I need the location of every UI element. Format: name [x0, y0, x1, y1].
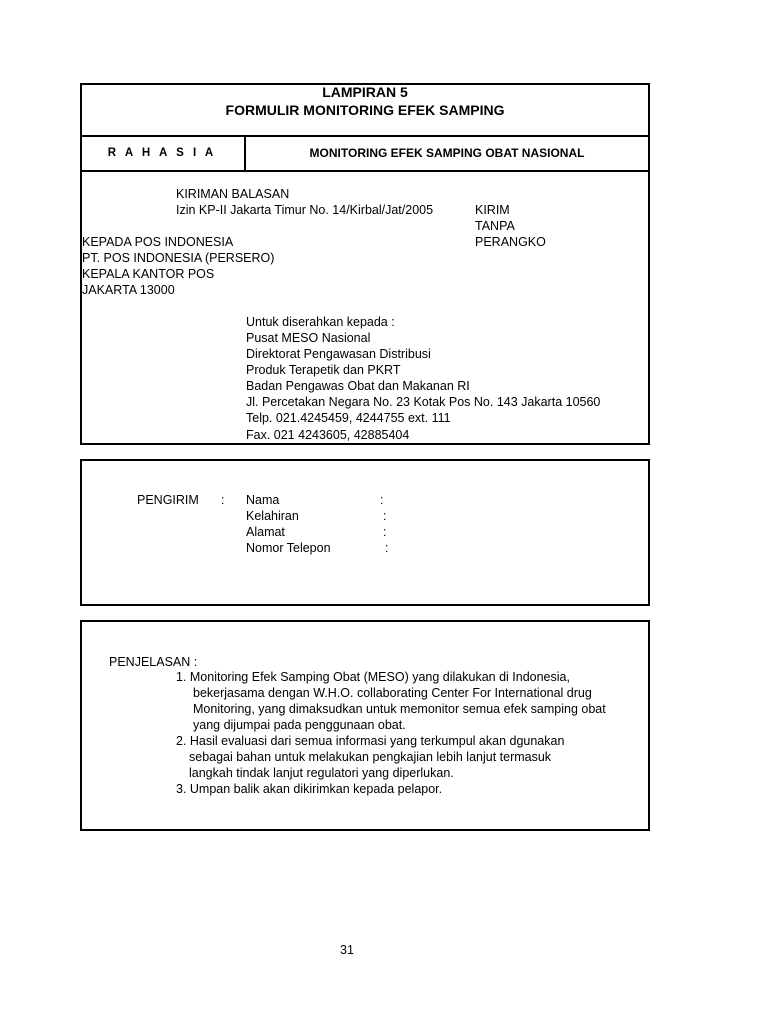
- field-colon: :: [383, 509, 387, 523]
- recipient-line: Badan Pengawas Obat dan Makanan RI: [246, 379, 470, 393]
- divider: [80, 135, 650, 137]
- sender-box: [80, 459, 650, 606]
- explanation-line: 3. Umpan balik akan dikirimkan kepada pelapor.: [176, 782, 443, 796]
- explanation-line: yang dijumpai pada penggunaan obat.: [193, 718, 406, 732]
- recipient-line: Direktorat Pengawasan Distribusi: [246, 347, 431, 361]
- field-colon: :: [380, 493, 384, 507]
- explanation-label: PENJELASAN :: [109, 655, 198, 669]
- sender-field-address: Alamat: [246, 525, 285, 539]
- stamp-line: TANPA: [475, 219, 515, 233]
- address-line: KEPADA POS INDONESIA: [82, 235, 234, 249]
- field-colon: :: [383, 525, 387, 539]
- explanation-line: langkah tindak lanjut regulatori yang diperlukan.: [189, 766, 454, 780]
- explanation-line: 1. Monitoring Efek Samping Obat (MESO) yang dilakukan di Indonesia,: [176, 670, 570, 684]
- program-title: MONITORING EFEK SAMPING OBAT NASIONAL: [309, 146, 585, 160]
- recipient-line: Telp. 021.4245459, 4244755 ext. 111: [246, 411, 451, 425]
- rahasia-label: R A H A S I A: [107, 147, 217, 159]
- recipient-line: Produk Terapetik dan PKRT: [246, 363, 401, 377]
- explanation-line: sebagai bahan untuk melakukan pengkajian lebih lanjut termasuk: [189, 750, 552, 764]
- form-title: FORMULIR MONITORING EFEK SAMPING: [225, 102, 505, 118]
- page-number: 31: [340, 943, 354, 957]
- sender-field-birth: Kelahiran: [246, 509, 299, 523]
- divider: [80, 170, 650, 172]
- lampiran-title: LAMPIRAN 5: [322, 84, 408, 100]
- field-colon: :: [385, 541, 389, 555]
- recipient-line: Untuk diserahkan kepada :: [246, 315, 395, 329]
- address-line: JAKARTA 13000: [82, 283, 175, 297]
- explanation-line: 2. Hasil evaluasi dari semua informasi yang terkumpul akan dgunakan: [176, 734, 565, 748]
- address-line: PT. POS INDONESIA (PERSERO): [82, 251, 275, 265]
- sender-field-name: Nama: [246, 493, 280, 507]
- stamp-line: KIRIM: [475, 203, 510, 217]
- recipient-line: Pusat MESO Nasional: [246, 331, 371, 345]
- address-line: KEPALA KANTOR POS: [82, 267, 215, 281]
- sender-label: PENGIRIM: [137, 493, 199, 507]
- explanation-line: Monitoring, yang dimaksudkan untuk memonitor semua efek samping obat: [193, 702, 606, 716]
- explanation-line: bekerjasama dengan W.H.O. collaborating Center For International drug: [193, 686, 592, 700]
- stamp-line: PERANGKO: [475, 235, 546, 249]
- kiriman-balasan: KIRIMAN BALASAN: [176, 187, 290, 201]
- sender-field-phone: Nomor Telepon: [246, 541, 331, 555]
- izin-number: Izin KP-II Jakarta Timur No. 14/Kirbal/Jat/2005: [176, 203, 434, 217]
- recipient-line: Fax. 021 4243605, 42885404: [246, 428, 410, 442]
- recipient-line: Jl. Percetakan Negara No. 23 Kotak Pos No. 143 Jakarta 10560: [246, 395, 601, 409]
- sender-colon: :: [221, 493, 225, 507]
